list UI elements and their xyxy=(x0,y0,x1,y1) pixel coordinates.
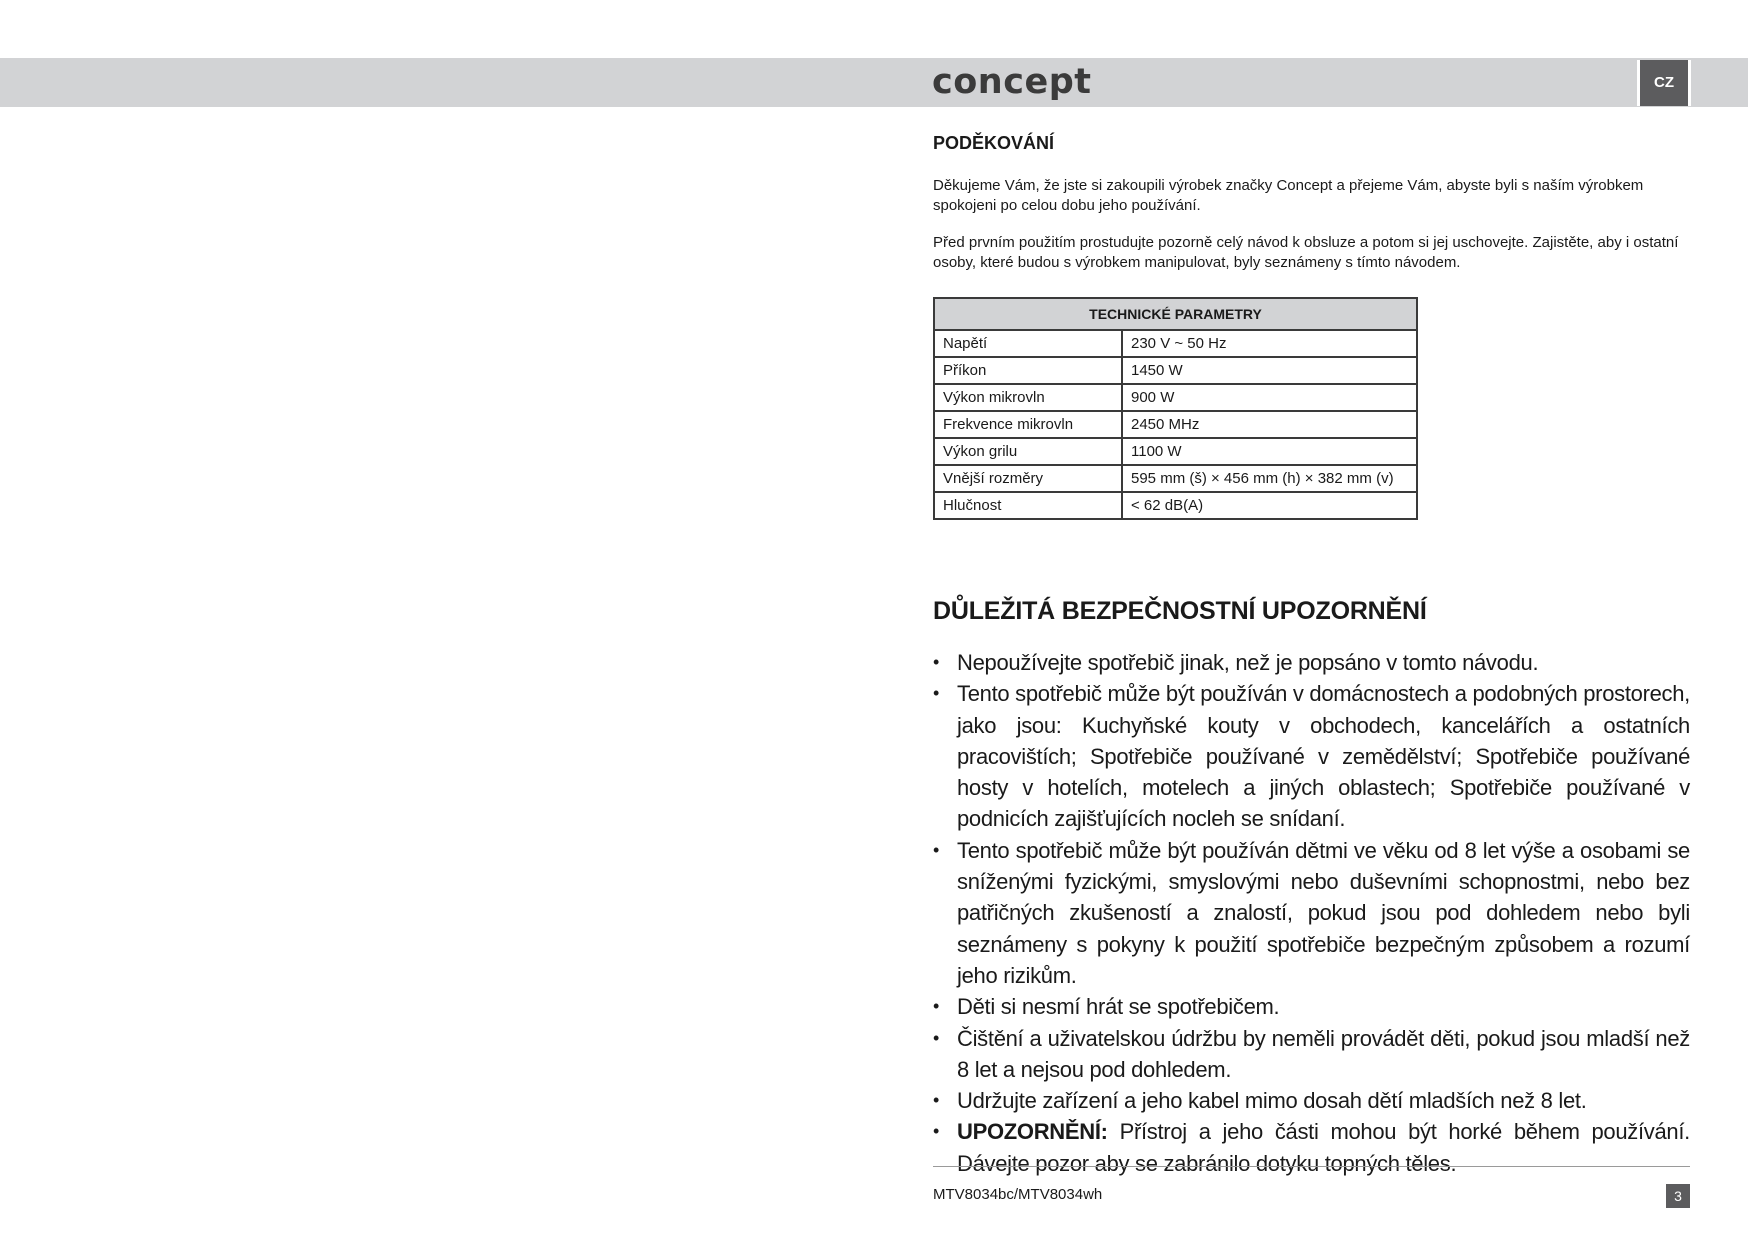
table-row xyxy=(934,357,1417,384)
language-badge: CZ xyxy=(1637,60,1691,106)
warning-text: Přístroj a jeho části mohou být horké během používání. Dávejte pozor aby se zabránilo dotyku topných těles. xyxy=(957,1119,1690,1176)
warning-label: UPOZORNĚNÍ: xyxy=(957,1119,1108,1145)
param-label: Výkon mikrovln xyxy=(934,384,1122,411)
param-label: Napětí xyxy=(934,330,1122,357)
brand-logo: concept xyxy=(932,62,1092,102)
param-label: Hlučnost xyxy=(934,492,1122,519)
table-row xyxy=(934,492,1417,519)
table-row xyxy=(934,384,1417,411)
table-row xyxy=(934,438,1417,465)
list-item-warning xyxy=(933,1116,1690,1179)
thanks-paragraph-2: Před prvním použitím prostudujte pozorně celý návod k obsluze a potom si jej uschovejte. Zajistěte, aby i ostatní osoby, které budou s výrobkem manipulovat, byly seznámeny s tímto návodem. xyxy=(933,234,1679,271)
param-value: < 62 dB(A) xyxy=(1122,492,1417,519)
param-label: Příkon xyxy=(934,357,1122,384)
param-value: 900 W xyxy=(1122,384,1417,411)
param-label: Výkon grilu xyxy=(934,438,1122,465)
safety-heading: DŮLEŽITÁ BEZPEČNOSTNÍ UPOZORNĚNÍ xyxy=(933,597,1427,625)
param-value: 1450 W xyxy=(1122,357,1417,384)
list-item: • Tento spotřebič může být používán v domácnostech a podobných prostorech, jako jsou: Kuchyňské kouty v obchodech, kancelářích a ostatních pracovištích; Spotřebiče používané v zemědělství; Spotřebiče používané hosty v hotelích, motelech a jiných oblastech; Spotřebiče používané v podnicích zajišťujících nocleh se snídaní. xyxy=(933,678,1690,834)
technical-parameters-table xyxy=(933,297,1418,520)
thanks-heading: PODĚKOVÁNÍ xyxy=(933,133,1055,153)
model-number: MTV8034bc/MTV8034wh xyxy=(933,1186,1103,1203)
table-header-row xyxy=(934,298,1417,330)
table-row xyxy=(934,411,1417,438)
param-value: 230 V ~ 50 Hz xyxy=(1122,330,1417,357)
list-item: • Čištění a uživatelskou údržbu by neměli provádět děti, pokud jsou mladší než 8 let a nejsou pod dohledem. xyxy=(933,1023,1690,1086)
table-row xyxy=(934,465,1417,492)
list-item: • Děti si nesmí hrát se spotřebičem. xyxy=(933,991,1690,1022)
table-heading: TECHNICKÉ PARAMETRY xyxy=(934,298,1417,330)
header-bar xyxy=(0,58,1748,107)
list-item: • Nepoužívejte spotřebič jinak, než je popsáno v tomto návodu. xyxy=(933,647,1690,678)
list-item: • Udržujte zařízení a jeho kabel mimo dosah dětí mladších než 8 let. xyxy=(933,1085,1690,1116)
param-label: Frekvence mikrovln xyxy=(934,411,1122,438)
footer-divider xyxy=(933,1166,1690,1167)
param-value: 595 mm (š) × 456 mm (h) × 382 mm (v) xyxy=(1122,465,1417,492)
list-item: • Tento spotřebič může být používán dětmi ve věku od 8 let výše a osobami se sníženými fyzickými, smyslovými nebo duševními schopnostmi, nebo bez patřičných zkušeností a znalostí, pokud jsou pod dohledem nebo byli seznámeny s pokyny k použití spotřebiče bezpečným způsobem a rozumí jeho rizikům. xyxy=(933,835,1690,991)
param-value: 1100 W xyxy=(1122,438,1417,465)
page-number: 3 xyxy=(1666,1184,1690,1208)
param-value: 2450 MHz xyxy=(1122,411,1417,438)
param-label: Vnější rozměry xyxy=(934,465,1122,492)
thanks-paragraph-1: Děkujeme Vám, že jste si zakoupili výrobek značky Concept a přejeme Vám, abyste byli s naším výrobkem spokojeni po celou dobu jeho používání. xyxy=(933,177,1644,214)
table-row xyxy=(934,330,1417,357)
safety-list xyxy=(933,647,1690,1179)
